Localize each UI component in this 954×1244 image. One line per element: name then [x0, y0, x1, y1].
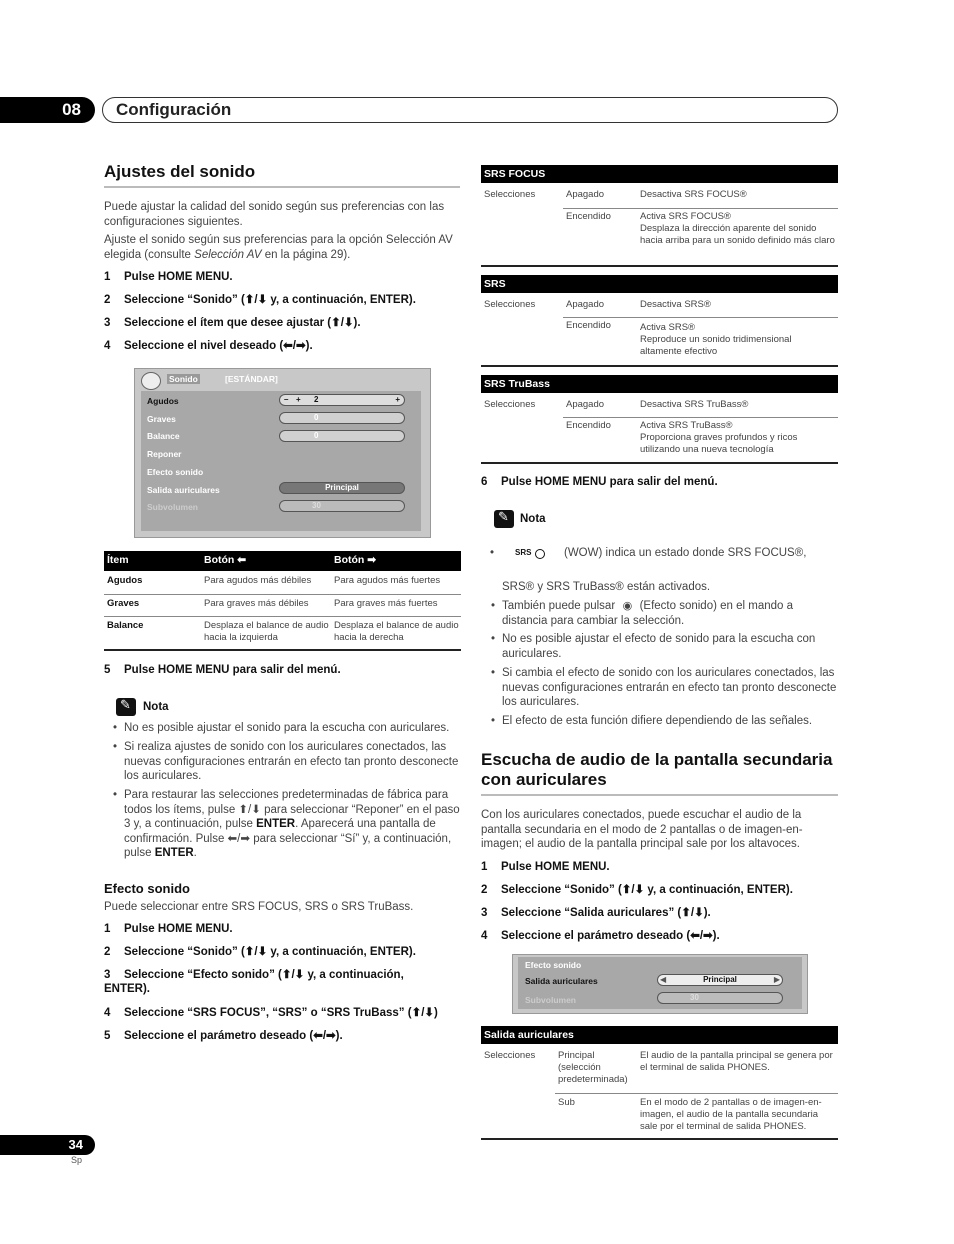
note-label: Nota [143, 701, 169, 713]
left-arrow-icon[interactable]: ◀ [660, 975, 667, 984]
table-cell: Para graves más débiles [204, 598, 309, 609]
efecto-step-3: 3 Seleccione “Efecto sonido” (⬆/⬇ y, a continuación, ENTER). [104, 969, 404, 995]
table-row-agudos-item: Agudos [107, 575, 143, 586]
osd-item-agudos: Agudos [147, 396, 179, 406]
table-cell: En el modo de 2 pantallas o de imagen-en-imagen, el audio de la pantalla secundaria sale por el terminal de salida PHONES. [640, 1097, 822, 1132]
page-number: 34 [0, 1135, 95, 1155]
srs-table [481, 275, 838, 293]
step-2: 2 Seleccione “Sonido” (⬆/⬇ y, a continuación, ENTER). [104, 294, 416, 306]
item-table [104, 551, 461, 571]
osd-item-reponer: Reponer [147, 449, 182, 459]
right-arrow-icon[interactable]: ▶ [773, 975, 780, 984]
table-cell: Apagado [566, 399, 605, 410]
headphone-menu-screen [512, 954, 808, 1014]
sound-menu-icon [141, 372, 161, 390]
srs-focus-table [481, 165, 838, 183]
bullet-mark: • [490, 547, 495, 559]
osd-graves-bar: 0 [279, 412, 405, 424]
osd-balance-bar: 0 [279, 430, 405, 442]
table-bottom-rule [481, 1138, 838, 1140]
section-rule [481, 794, 838, 796]
col-item: Ítem [107, 554, 129, 566]
note-item: • No es posible ajustar el efecto de sonido para la escucha con auriculares. [502, 632, 838, 661]
osd-subvolumen-bar: 30 [657, 992, 783, 1004]
table-cell: Apagado [566, 299, 605, 310]
audio-section-title: Escucha de audio de la pantalla secundaria con auriculares [481, 750, 833, 789]
table-cell: Encendido [566, 420, 611, 431]
audio-section-title-wrap [481, 750, 838, 796]
efecto-step-2: 2 Seleccione “Sonido” (⬆/⬇ y, a continuación, ENTER). [104, 946, 416, 958]
note-item: • También puede pulsar ◉ (Efecto sonido) en el mando a distancia para cambiar la selección. [502, 599, 838, 628]
step-1: 1 Pulse HOME MENU. [104, 271, 233, 283]
table-bottom-rule [481, 365, 838, 367]
note-item: • El efecto de esta función difiere dependiendo de las señales. [502, 714, 838, 729]
table-cell: Desplaza el balance de audio hacia la izquierda [204, 620, 329, 643]
table-cell: Activa SRS FOCUS® Desplaza la dirección aparente del sonido hacia arriba para un sonido definido más claro [640, 211, 835, 246]
section-title: Ajustes del sonido [104, 162, 256, 181]
note-item: • Si cambia el efecto de sonido con los auriculares conectados, las nuevas configuraciones entrarán en efecto tan pronto desconecte los auriculares. [502, 666, 838, 710]
table-row-balance-item: Balance [107, 620, 144, 631]
table-cell: Apagado [566, 189, 605, 200]
table-cell: Desplaza el balance de audio hacia la derecha [334, 620, 459, 643]
table-cell: Selecciones [484, 399, 536, 410]
chapter-number: 08 [0, 97, 95, 123]
table-cell: Sub [558, 1097, 575, 1108]
row-divider [104, 616, 461, 617]
row-divider [104, 594, 461, 595]
efecto-step-4: 4 Seleccione “SRS FOCUS”, “SRS” o “SRS TruBass” (⬆/⬇) [104, 1007, 438, 1019]
table-bottom-rule [481, 462, 838, 464]
osd-item-subvolumen: Subvolumen [525, 995, 577, 1005]
table-cell: Desactiva SRS FOCUS® [640, 189, 747, 200]
left-section-title-wrap [104, 162, 460, 188]
audio-step-4: 4 Seleccione el parámetro deseado (⬅/➡). [481, 930, 720, 942]
intro-paragraph-1: Puede ajustar la calidad del sonido según sus preferencias con las configuraciones siguientes. [104, 201, 445, 228]
table-cell: Principal (selección predeterminada) [558, 1050, 628, 1085]
osd-item-salida: Salida auriculares [147, 485, 220, 495]
audio-step-1: 1 Pulse HOME MENU. [481, 861, 610, 873]
table-cell: Encendido [566, 320, 611, 331]
sound-menu-screen [134, 368, 431, 538]
col-left-button: Botón ⬅ [204, 554, 247, 566]
osd-item-balance: Balance [147, 431, 180, 441]
section-rule [104, 186, 460, 188]
row-divider [563, 417, 838, 418]
efecto-step-1: 1 Pulse HOME MENU. [104, 923, 233, 935]
srs-trubass-header: SRS TruBass [481, 375, 838, 393]
sound-effect-button-icon: ◉ [622, 599, 633, 612]
step-6: 6 Pulse HOME MENU para salir del menú. [481, 476, 718, 488]
headphone-table [481, 1026, 838, 1044]
table-cell: Para agudos más débiles [204, 575, 312, 586]
note-item: • Para restaurar las selecciones predeterminadas de fábrica para todos los ítems, pulse ⬆/⬇ para seleccionar “Reponer” en el paso 3 y, a continuación, pulse ENTER. Aparecerá una pantalla de confirmación. Pulse ⬅/➡ para seleccionar “Sí” y, a continuación, pulse ENTER. [124, 788, 462, 861]
table-cell: Activa SRS® Reproduce un sonido tridimensional altamente efectivo [640, 322, 792, 357]
table-cell: Desactiva SRS® [640, 299, 711, 310]
step-3: 3 Seleccione el ítem que desee ajustar (⬆/⬇). [104, 317, 361, 329]
srs-wow-logo-icon: SRS [515, 548, 532, 557]
osd-item-salida: Salida auriculares [525, 976, 598, 986]
srs-focus-header: SRS FOCUS [481, 165, 838, 183]
table-cell: El audio de la pantalla principal se genera por el terminal de salida PHONES. [640, 1050, 833, 1073]
osd-item-efecto: Efecto sonido [147, 467, 204, 477]
table-cell: Selecciones [484, 1050, 536, 1061]
language-code: Sp [71, 1155, 83, 1165]
srs-trubass-table [481, 375, 838, 393]
efecto-step-5: 5 Seleccione el parámetro deseado (⬅/➡). [104, 1030, 343, 1042]
audio-step-2: 2 Seleccione “Sonido” (⬆/⬇ y, a continuación, ENTER). [481, 884, 793, 896]
table-cell: Selecciones [484, 189, 536, 200]
note-label: Nota [520, 513, 546, 525]
row-divider [563, 208, 838, 209]
headphone-table-header: Salida auriculares [481, 1026, 838, 1044]
table-row-graves-item: Graves [107, 598, 140, 609]
chapter-title: Configuración [116, 100, 232, 119]
step-4: 4 Seleccione el nivel deseado (⬅/➡). [104, 340, 313, 352]
audio-step-3: 3 Seleccione “Salida auriculares” (⬆/⬇). [481, 907, 711, 919]
note-icon [116, 698, 136, 716]
osd-salida-bar: Principal [279, 482, 405, 494]
table-cell: Activa SRS TruBass® Proporciona graves profundos y ricos utilizando una nueva tecnología [640, 420, 798, 455]
item-table-header [104, 551, 461, 571]
subsection-efecto-title: Efecto sonido [104, 881, 190, 896]
note-item: • No es posible ajustar el sonido para la escucha con auriculares. [124, 721, 462, 736]
table-bottom-rule [481, 265, 838, 267]
intro-paragraph-2: Ajuste el sonido según sus preferencias para la opción Selección AV elegida (consulte Selección AV en la página 29). [104, 234, 453, 261]
efecto-intro: Puede seleccionar entre SRS FOCUS, SRS o SRS TruBass. [104, 901, 414, 913]
osd-agudos-bar: – + 2 + [279, 394, 405, 406]
srs-header: SRS [481, 275, 838, 293]
osd-subvolumen-bar: 30 [279, 500, 405, 512]
table-cell: Selecciones [484, 299, 536, 310]
osd-preset: [ESTÁNDAR] [225, 374, 278, 384]
note-item: • Si realiza ajustes de sonido con los auriculares conectados, las nuevas configuraciones entrarán en efecto tan pronto desconecte los auriculares. [124, 740, 462, 784]
row-divider [563, 317, 838, 318]
osd-item-graves: Graves [147, 414, 176, 424]
table-cell: Para graves más fuertes [334, 598, 438, 609]
table-cell: Encendido [566, 211, 611, 222]
audio-intro: Con los auriculares conectados, puede escuchar el audio de la pantalla secundaria en el modo de 2 pantallas o de imagen-en-imagen; el audio de la pantalla principal sale por los altavoces. [481, 809, 803, 850]
table-cell: Para agudos más fuertes [334, 575, 441, 586]
note-item: (WOW) indica un estado donde SRS FOCUS®, [564, 547, 807, 559]
wow-circle-icon [535, 549, 545, 559]
col-right-button: Botón ➡ [334, 554, 377, 566]
note-icon [494, 510, 514, 528]
note-item-cont: SRS® y SRS TruBass® están activados. [502, 581, 711, 593]
table-cell: Desactiva SRS TruBass® [640, 399, 749, 410]
osd-item-subvolumen: Subvolumen [147, 502, 199, 512]
osd-salida-selector[interactable]: ◀ Principal ▶ [657, 974, 783, 986]
osd-menu-name: Sonido [169, 374, 198, 384]
table-bottom-rule [104, 649, 461, 651]
osd-item-efecto: Efecto sonido [525, 960, 582, 970]
row-divider [555, 1093, 838, 1094]
step-5: 5 Pulse HOME MENU para salir del menú. [104, 664, 341, 676]
